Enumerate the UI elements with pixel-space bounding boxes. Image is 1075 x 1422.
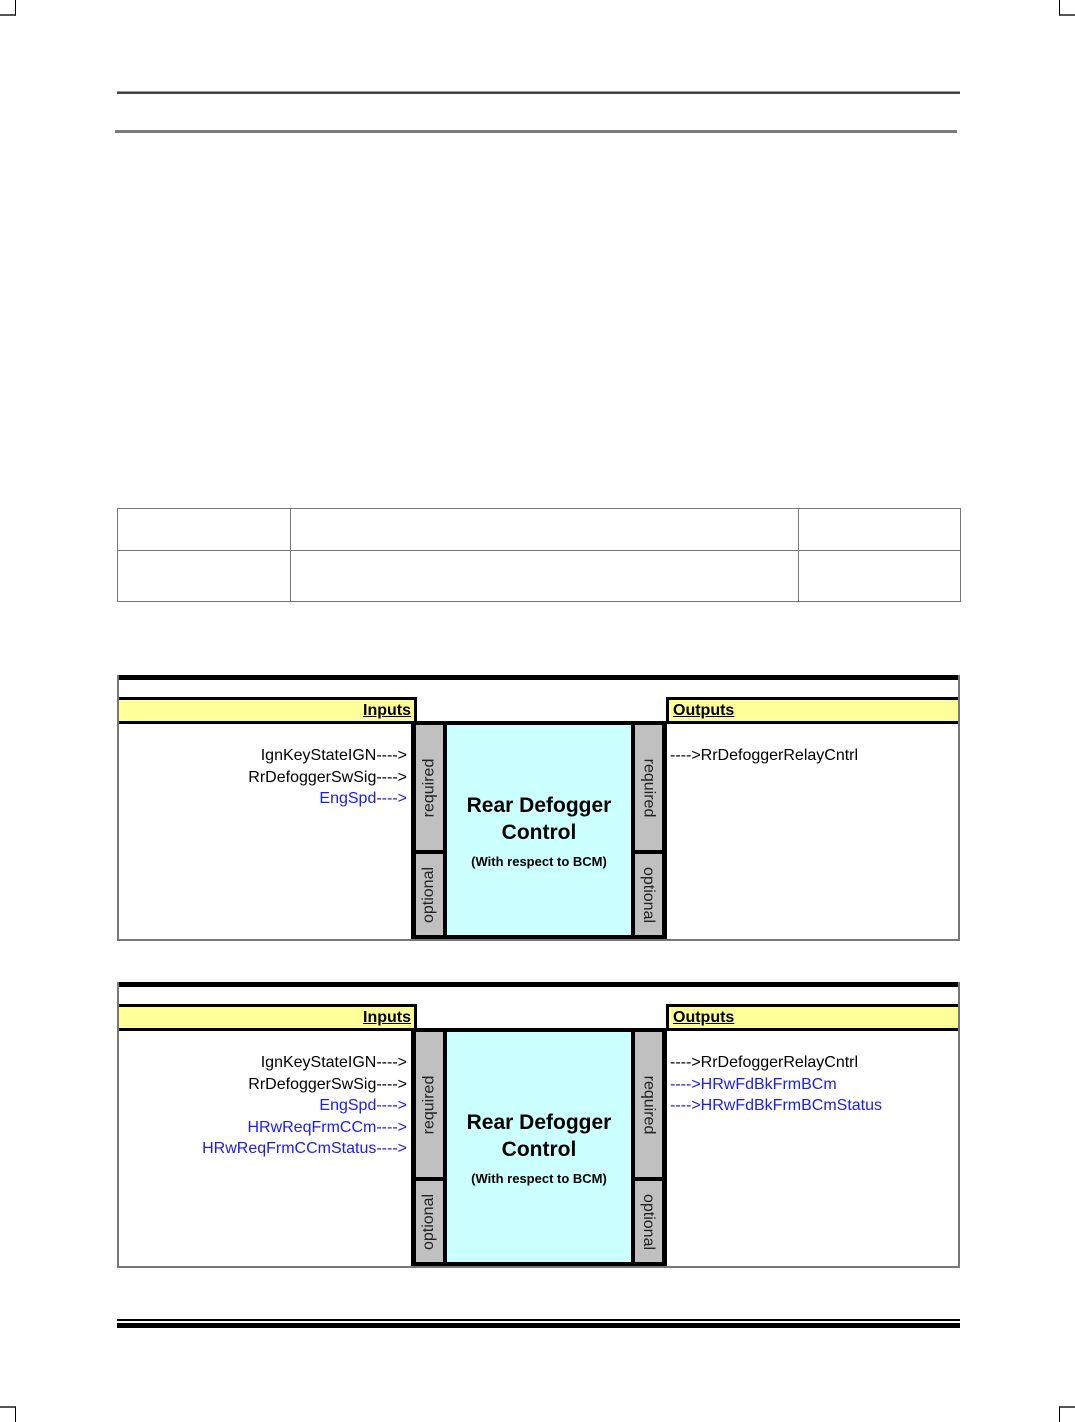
table-cell (799, 551, 961, 602)
function-title-line2: Control (501, 821, 577, 844)
output-side-bar (635, 1032, 662, 1262)
input-signal-optional: EngSpd----> (319, 1097, 407, 1114)
table-cell (291, 551, 799, 602)
table-row (118, 551, 961, 602)
header-rule-top (117, 91, 960, 94)
function-core (447, 1032, 631, 1262)
input-signal-optional: EngSpd----> (319, 790, 407, 807)
outputs-header: Outputs (666, 1004, 958, 1031)
table-row (118, 509, 961, 551)
function-subtitle: (With respect to BCM) (471, 1171, 607, 1186)
function-subtitle: (With respect to BCM) (471, 854, 607, 869)
footer-rule-thick (117, 1323, 960, 1328)
crop-mark-top-left (0, 0, 16, 16)
required-segment: required (635, 725, 662, 850)
output-signal-list (670, 745, 858, 767)
diagram-top-bar (119, 982, 958, 987)
crop-mark-top-right (1059, 0, 1075, 16)
input-signal: IgnKeyStateIGN----> (260, 747, 407, 764)
crop-mark-bottom-left (0, 1406, 16, 1422)
function-title: Rear Defogger (466, 794, 612, 817)
input-side-bar (416, 725, 443, 935)
function-title-line2: Control (501, 1138, 577, 1161)
table-cell (291, 509, 799, 551)
output-signal-optional: ---->HRwFdBkFrmBCm (670, 1075, 837, 1093)
input-signal: RrDefoggerSwSig----> (248, 768, 407, 786)
function-block (411, 721, 667, 939)
optional-segment: optional (416, 854, 443, 935)
table-cell (799, 509, 961, 551)
required-segment: required (416, 725, 443, 850)
io-diagram-2 (117, 982, 960, 1268)
output-signal-optional: ---->HRwFdBkFrmBCmStatus (670, 1097, 883, 1114)
input-signal-list (202, 1052, 407, 1160)
input-signal-list (248, 745, 407, 810)
input-signal: RrDefoggerSwSig----> (248, 1075, 407, 1093)
output-signal-list (670, 1052, 882, 1117)
table-cell (118, 551, 291, 602)
inputs-header: Inputs (119, 697, 417, 724)
outputs-header: Outputs (666, 697, 958, 724)
output-side-bar (635, 725, 662, 935)
inputs-header: Inputs (119, 1004, 417, 1031)
io-diagram-1 (117, 675, 960, 941)
optional-segment: optional (635, 1181, 662, 1262)
crop-mark-bottom-right (1059, 1406, 1075, 1422)
input-signal: IgnKeyStateIGN----> (260, 1054, 407, 1071)
function-title: Rear Defogger (466, 1111, 612, 1134)
footer-rule-thin (117, 1319, 960, 1321)
required-segment: required (416, 1032, 443, 1177)
diagram-top-bar (119, 675, 958, 680)
input-side-bar (416, 1032, 443, 1262)
output-signal: ---->RrDefoggerRelayCntrl (670, 1054, 859, 1071)
input-signal-optional: HRwReqFrmCCm----> (247, 1118, 407, 1136)
optional-segment: optional (635, 854, 662, 935)
output-signal: ---->RrDefoggerRelayCntrl (670, 747, 859, 764)
required-segment: required (635, 1032, 662, 1177)
function-block (411, 1028, 667, 1266)
optional-segment: optional (416, 1181, 443, 1262)
function-core (447, 725, 631, 935)
header-rule-bottom (115, 130, 957, 133)
table-cell (118, 509, 291, 551)
input-signal-optional: HRwReqFrmCCmStatus----> (202, 1140, 407, 1157)
revision-table (117, 508, 961, 602)
